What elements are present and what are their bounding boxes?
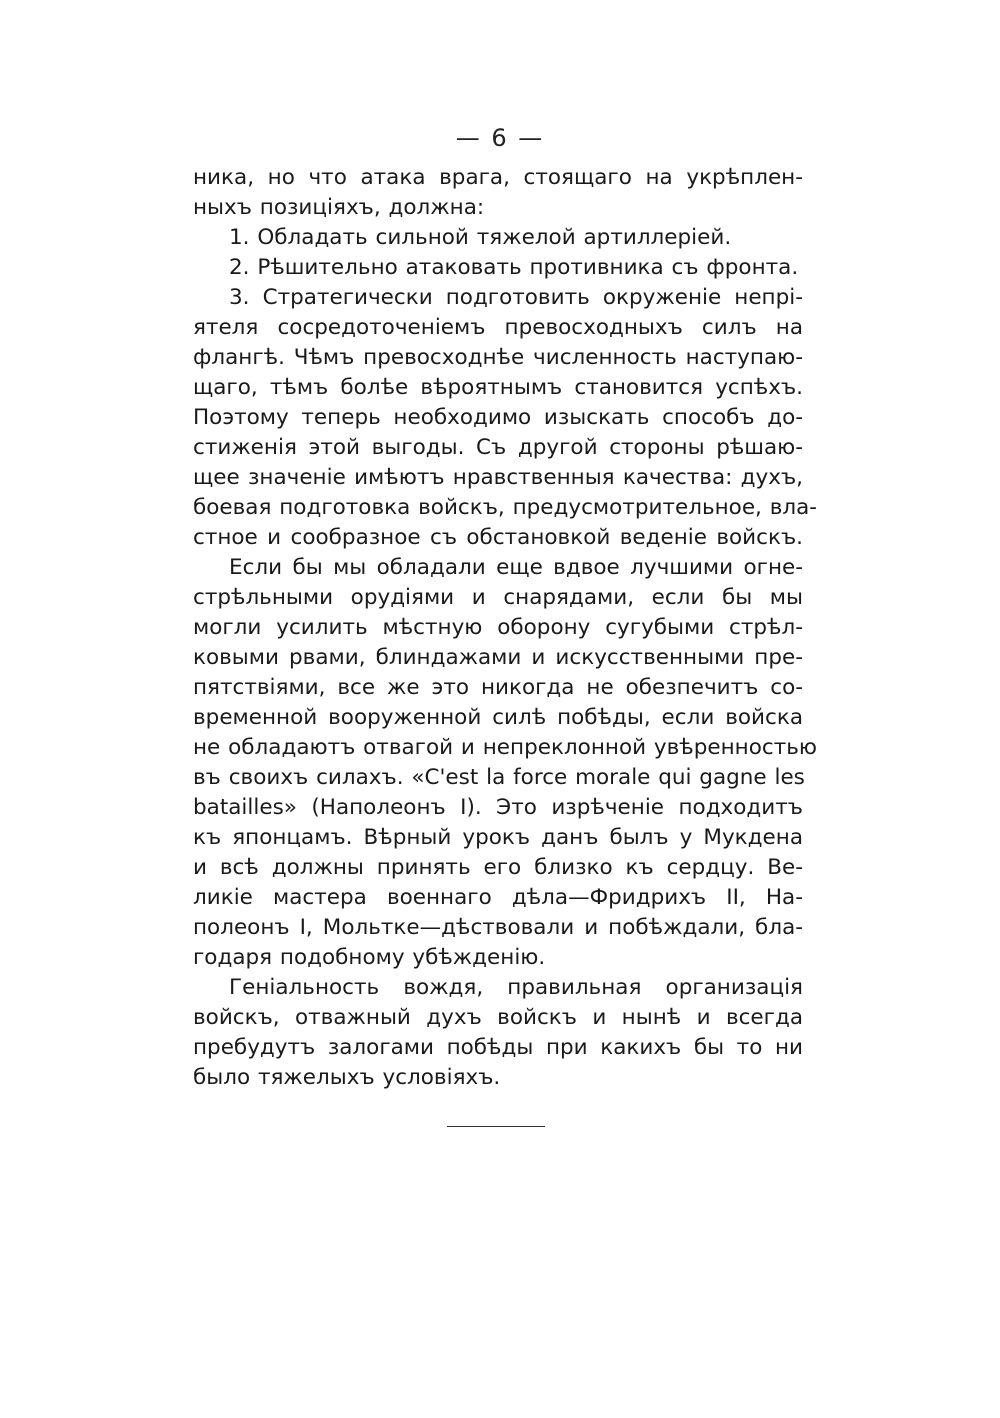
- text-line: полеонъ I, Мольтке—дѣствовали и побѣждали, бла-: [193, 915, 803, 940]
- text-line: Если бы мы обладали еще вдвое лучшими огне-: [229, 555, 803, 580]
- text-line: batailles» (Наполеонъ I). Это изрѣченіе подходитъ: [193, 795, 803, 820]
- text-line: стиженія этой выгоды. Съ другой стороны рѣшаю-: [193, 435, 803, 460]
- text-line: пятствіями, все же это никогда не обезпечитъ со-: [193, 675, 803, 700]
- text-line: годаря подобному убѣжденію.: [193, 945, 546, 970]
- text-line: и всѣ должны принять его близко къ сердцу. Ве-: [193, 855, 803, 880]
- text-line: стрѣльными орудіями и снарядами, если бы мы: [193, 585, 803, 610]
- text-line: ныхъ позиціяхъ, должна:: [193, 195, 485, 220]
- page-number: — 6 —: [455, 124, 545, 152]
- closing-rule: [447, 1126, 545, 1127]
- text-line: боевая подготовка войскъ, предусмотрительное, вла-: [193, 495, 818, 520]
- text-line: щаго, тѣмъ болѣе вѣроятнымъ становится успѣхъ.: [193, 375, 803, 400]
- text-line: къ японцамъ. Вѣрный урокъ данъ былъ у Мукдена: [193, 825, 803, 850]
- text-line: флангѣ. Чѣмъ превосходнѣе численность наступаю-: [193, 345, 803, 370]
- text-line: Геніальность вождя, правильная организація: [229, 975, 803, 1000]
- text-line: ятеля сосредоточеніемъ превосходныхъ силъ на: [193, 315, 803, 340]
- text-line: войскъ, отважный духъ войскъ и нынѣ и всегда: [193, 1005, 803, 1030]
- text-line: 3. Стратегически подготовить окруженіе непрі-: [229, 285, 803, 310]
- text-line: ника, но что атака врага, стоящаго на укрѣплен-: [193, 165, 803, 190]
- list-item: 1. Обладать сильной тяжелой артиллеріей.: [229, 225, 732, 250]
- text-line: стное и сообразное съ обстановкой веденіе войскъ.: [193, 525, 803, 550]
- text-line: не обладаютъ отвагой и непреклонной увѣренностью: [193, 735, 817, 760]
- text-line: щее значеніе имѣютъ нравственныя качества: духъ,: [193, 465, 803, 490]
- text-line: временной вооруженной силѣ побѣды, если войска: [193, 705, 803, 730]
- text-line: пребудутъ залогами побѣды при какихъ бы то ни: [193, 1035, 803, 1060]
- text-line: ликіе мастера военнаго дѣла—Фридрихъ II, На-: [193, 885, 803, 910]
- text-line: ковыми рвами, блиндажами и искусственными пре-: [193, 645, 803, 670]
- list-item: 2. Рѣшительно атаковать противника съ фронта.: [229, 255, 799, 280]
- text-line: въ своихъ силахъ. «C'est la force morale qui gagne les: [193, 765, 805, 790]
- text-line: Поэтому теперь необходимо изыскать способъ до-: [193, 405, 803, 430]
- text-line: могли усилить мѣстную оборону сугубыми стрѣл-: [193, 615, 803, 640]
- text-line: было тяжелыхъ условіяхъ.: [193, 1065, 501, 1090]
- body-text: [193, 163, 818, 1093]
